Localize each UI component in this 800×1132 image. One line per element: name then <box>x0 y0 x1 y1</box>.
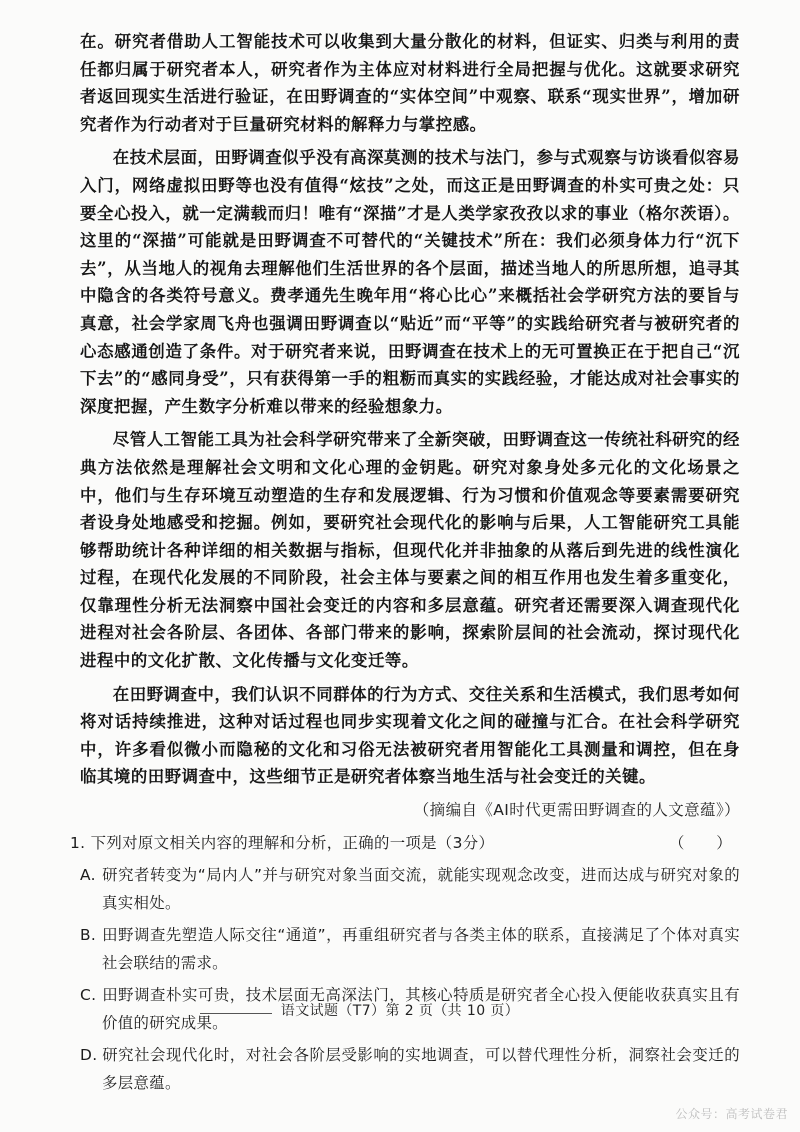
option-b-text: 田野调查先塑造人际交往“通道”，再重组研究者与各类主体的联系，直接满足了个体对真实社会联结的需求。 <box>102 926 740 973</box>
option-b <box>80 921 740 977</box>
question-stem <box>70 829 740 857</box>
option-c-text: 田野调查朴实可贵，技术层面无高深法门，其核心特质是研究者全心投入便能收获真实且有价值的研究成果。 <box>102 986 740 1033</box>
passage-paragraph-3: 尽管人工智能工具为社会科学研究带来了全新突破，田野调查这一传统社科研究的经典方法依然是理解社会文明和文化心理的金钥匙。研究对象身处多元化的文化场景之中，他们与生存环境互动塑造的生存和发展逻辑、行为习惯和价值观念等要素需要研究者设身处地感受和挖掘。例如，要研究社会现代化的影响与后果，人工智能研究工具能够帮助统计各种详细的相关数据与指标，但现代化并非抽象的从落后到先进的线性演化过程，在现代化发展的不同阶段，社会主体与要素之间的相互作用也发生着多重变化，仅靠理性分析无法洞察中国社会变迁的内容和多层意蕴。研究者还需要深入调查现代化进程对社会各阶层、各团体、各部门带来的影响，探索阶层间的社会流动，探讨现代化进程中的文化扩散、文化传播与文化变迁等。 <box>80 430 740 671</box>
option-d-key: D. <box>80 1046 98 1065</box>
question-1 <box>70 829 740 1097</box>
answer-bracket: （ ） <box>669 834 732 853</box>
watermark: 公众号：高考试卷君 <box>675 1107 788 1121</box>
option-a <box>80 861 740 917</box>
passage-source: （摘编自《AI时代更需田野调查的人文意蕴》） <box>413 801 740 820</box>
page-footer: 语文试题（T7）第 2 页（共 10 页） <box>280 1003 520 1019</box>
passage-paragraph-4: 在田野调查中，我们认识不同群体的行为方式、交往关系和生活模式，我们思考如何将对话持续推进，这种对话过程也同步实现着文化之间的碰撞与汇合。在社会科学研究中，许多看似微小而隐秘的文化和习俗无法被研究者用智能化工具测量和调控，但在身临其境的田野调查中，这些细节正是研究者体察当地生活与社会变迁的关键。 <box>80 684 740 787</box>
question-stem-text: 1. 下列对原文相关内容的理解和分析，正确的一项是（3分） <box>70 834 495 853</box>
option-a-text: 研究者转变为“局内人”并与研究对象当面交流，就能实现观念改变，进而达成与研究对象的真实相处。 <box>102 866 740 913</box>
option-c-key: C. <box>80 986 97 1005</box>
passage-paragraph-2: 在技术层面，田野调查似乎没有高深莫测的技术与法门，参与式观察与访谈看似容易入门，网络虚拟田野等也没有值得“炫技”之处，而这正是田野调查的朴实可贵之处：只要全心投入，就一定满载而归！唯有“深描”才是人类学家孜孜以求的事业（格尔茨语）。这里的“深描”可能就是田野调查不可替代的“关键技术”所在：我们必须身体力行“沉下去”，从当地人的视角去理解他们生活世界的各个层面，描述当地人的所思所想，追寻其中隐含的各类符号意义。费孝通先生晚年用“将心比心”来概括社会学研究方法的要旨与真意，社会学家周飞舟也强调田野调查以“贴近”而“平等”的实践给研究者与被研究者的心态感通创造了条件。对于研究者来说，田野调查在技术上的无可置换正在于把自己“沉下去”的“感同身受”，只有获得第一手的粗粝而真实的实践经验，才能达成对社会事实的深度把握，产生数字分析难以带来的经验想象力。 <box>80 148 740 416</box>
option-b-key: B. <box>80 926 97 945</box>
option-d-text: 研究社会现代化时，对社会各阶层受影响的实地调查，可以替代理性分析，洞察社会变迁的多层意蕴。 <box>102 1046 740 1093</box>
page-content <box>70 28 740 1101</box>
option-d <box>80 1041 740 1097</box>
option-a-key: A. <box>80 866 96 885</box>
passage-paragraph-1: 在。研究者借助人工智能技术可以收集到大量分散化的材料，但证实、归类与利用的责任都归属于研究者本人，研究者作为主体应对材料进行全局把握与优化。这就要求研究者返回现实生活进行验证，在田野调查的“实体空间”中观察、联系“现实世界”，增加研究者作为行动者对于巨量研究材料的解释力与掌控感。 <box>80 32 740 134</box>
